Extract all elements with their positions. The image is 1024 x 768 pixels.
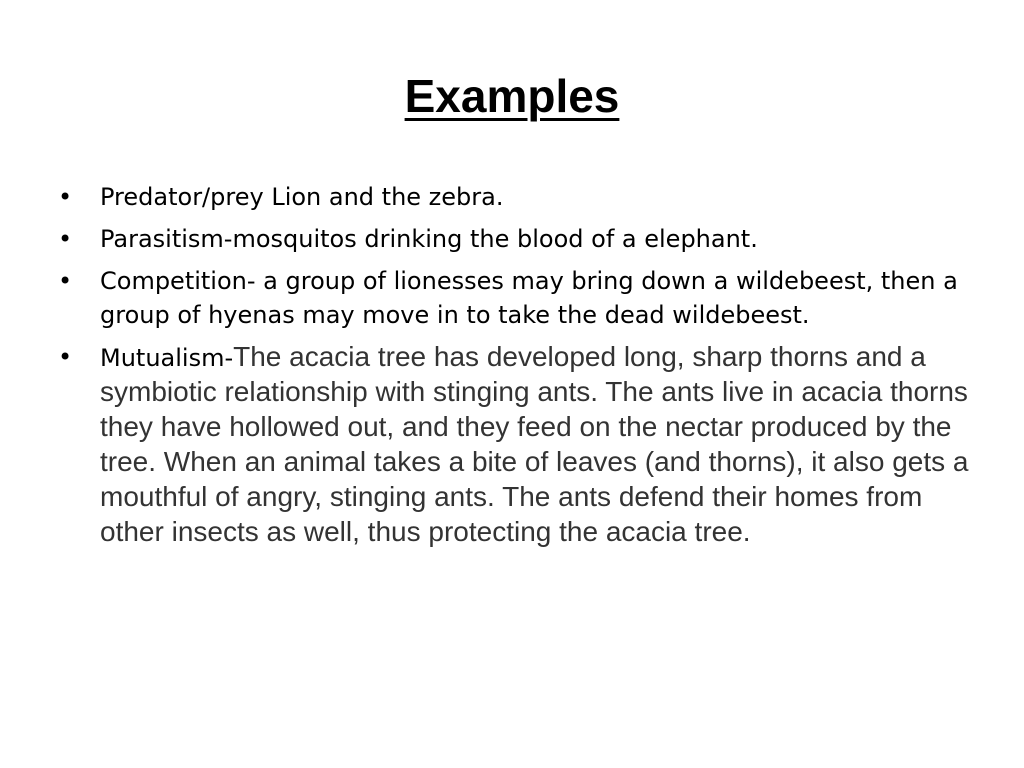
mutualism-text-2: has developed long, sharp xyxy=(426,341,771,372)
acacia-tree-link[interactable]: acacia tree xyxy=(289,341,427,372)
mutualism-lead: Mutualism- xyxy=(100,344,234,372)
bullet-dot-icon: • xyxy=(58,183,73,211)
bullet-dot-icon: • xyxy=(58,343,73,371)
bullet-text: Parasitism-mosquitos drinking the blood of a elephant. xyxy=(100,225,758,253)
bullet-item-parasitism xyxy=(56,222,976,256)
bullet-text: Predator/prey Lion and the zebra. xyxy=(100,183,504,211)
bullet-dot-icon: • xyxy=(58,267,73,295)
mutualism-text-4: . The ants live in acacia thorns they have hollowed out, and they feed on the nectar produced by the tree. When an animal takes a bite of leaves (and thorns), it also gets a mouthful of angry, stinging ants. The ants defend their homes from other insects as well, thus protecting the acacia tree. xyxy=(100,376,969,547)
bullet-text: Competition- a group of lionesses may bring down a wildebeest, then a group of hyenas may move in to take the dead wildebeest. xyxy=(100,267,958,329)
mutualism-text-3: and a symbiotic relationship with xyxy=(100,341,926,407)
bullet-item-competition xyxy=(56,264,976,332)
bullet-dot-icon: • xyxy=(58,225,73,253)
stinging-ants-link[interactable]: stinging ants xyxy=(433,376,591,407)
thorns-link[interactable]: thorns xyxy=(770,341,848,372)
bullet-item-predator-prey xyxy=(56,180,976,214)
bullet-list xyxy=(56,180,976,558)
slide-title: Examples xyxy=(404,70,620,122)
mutualism-text-1: The xyxy=(233,341,290,372)
bullet-item-mutualism xyxy=(56,340,976,550)
